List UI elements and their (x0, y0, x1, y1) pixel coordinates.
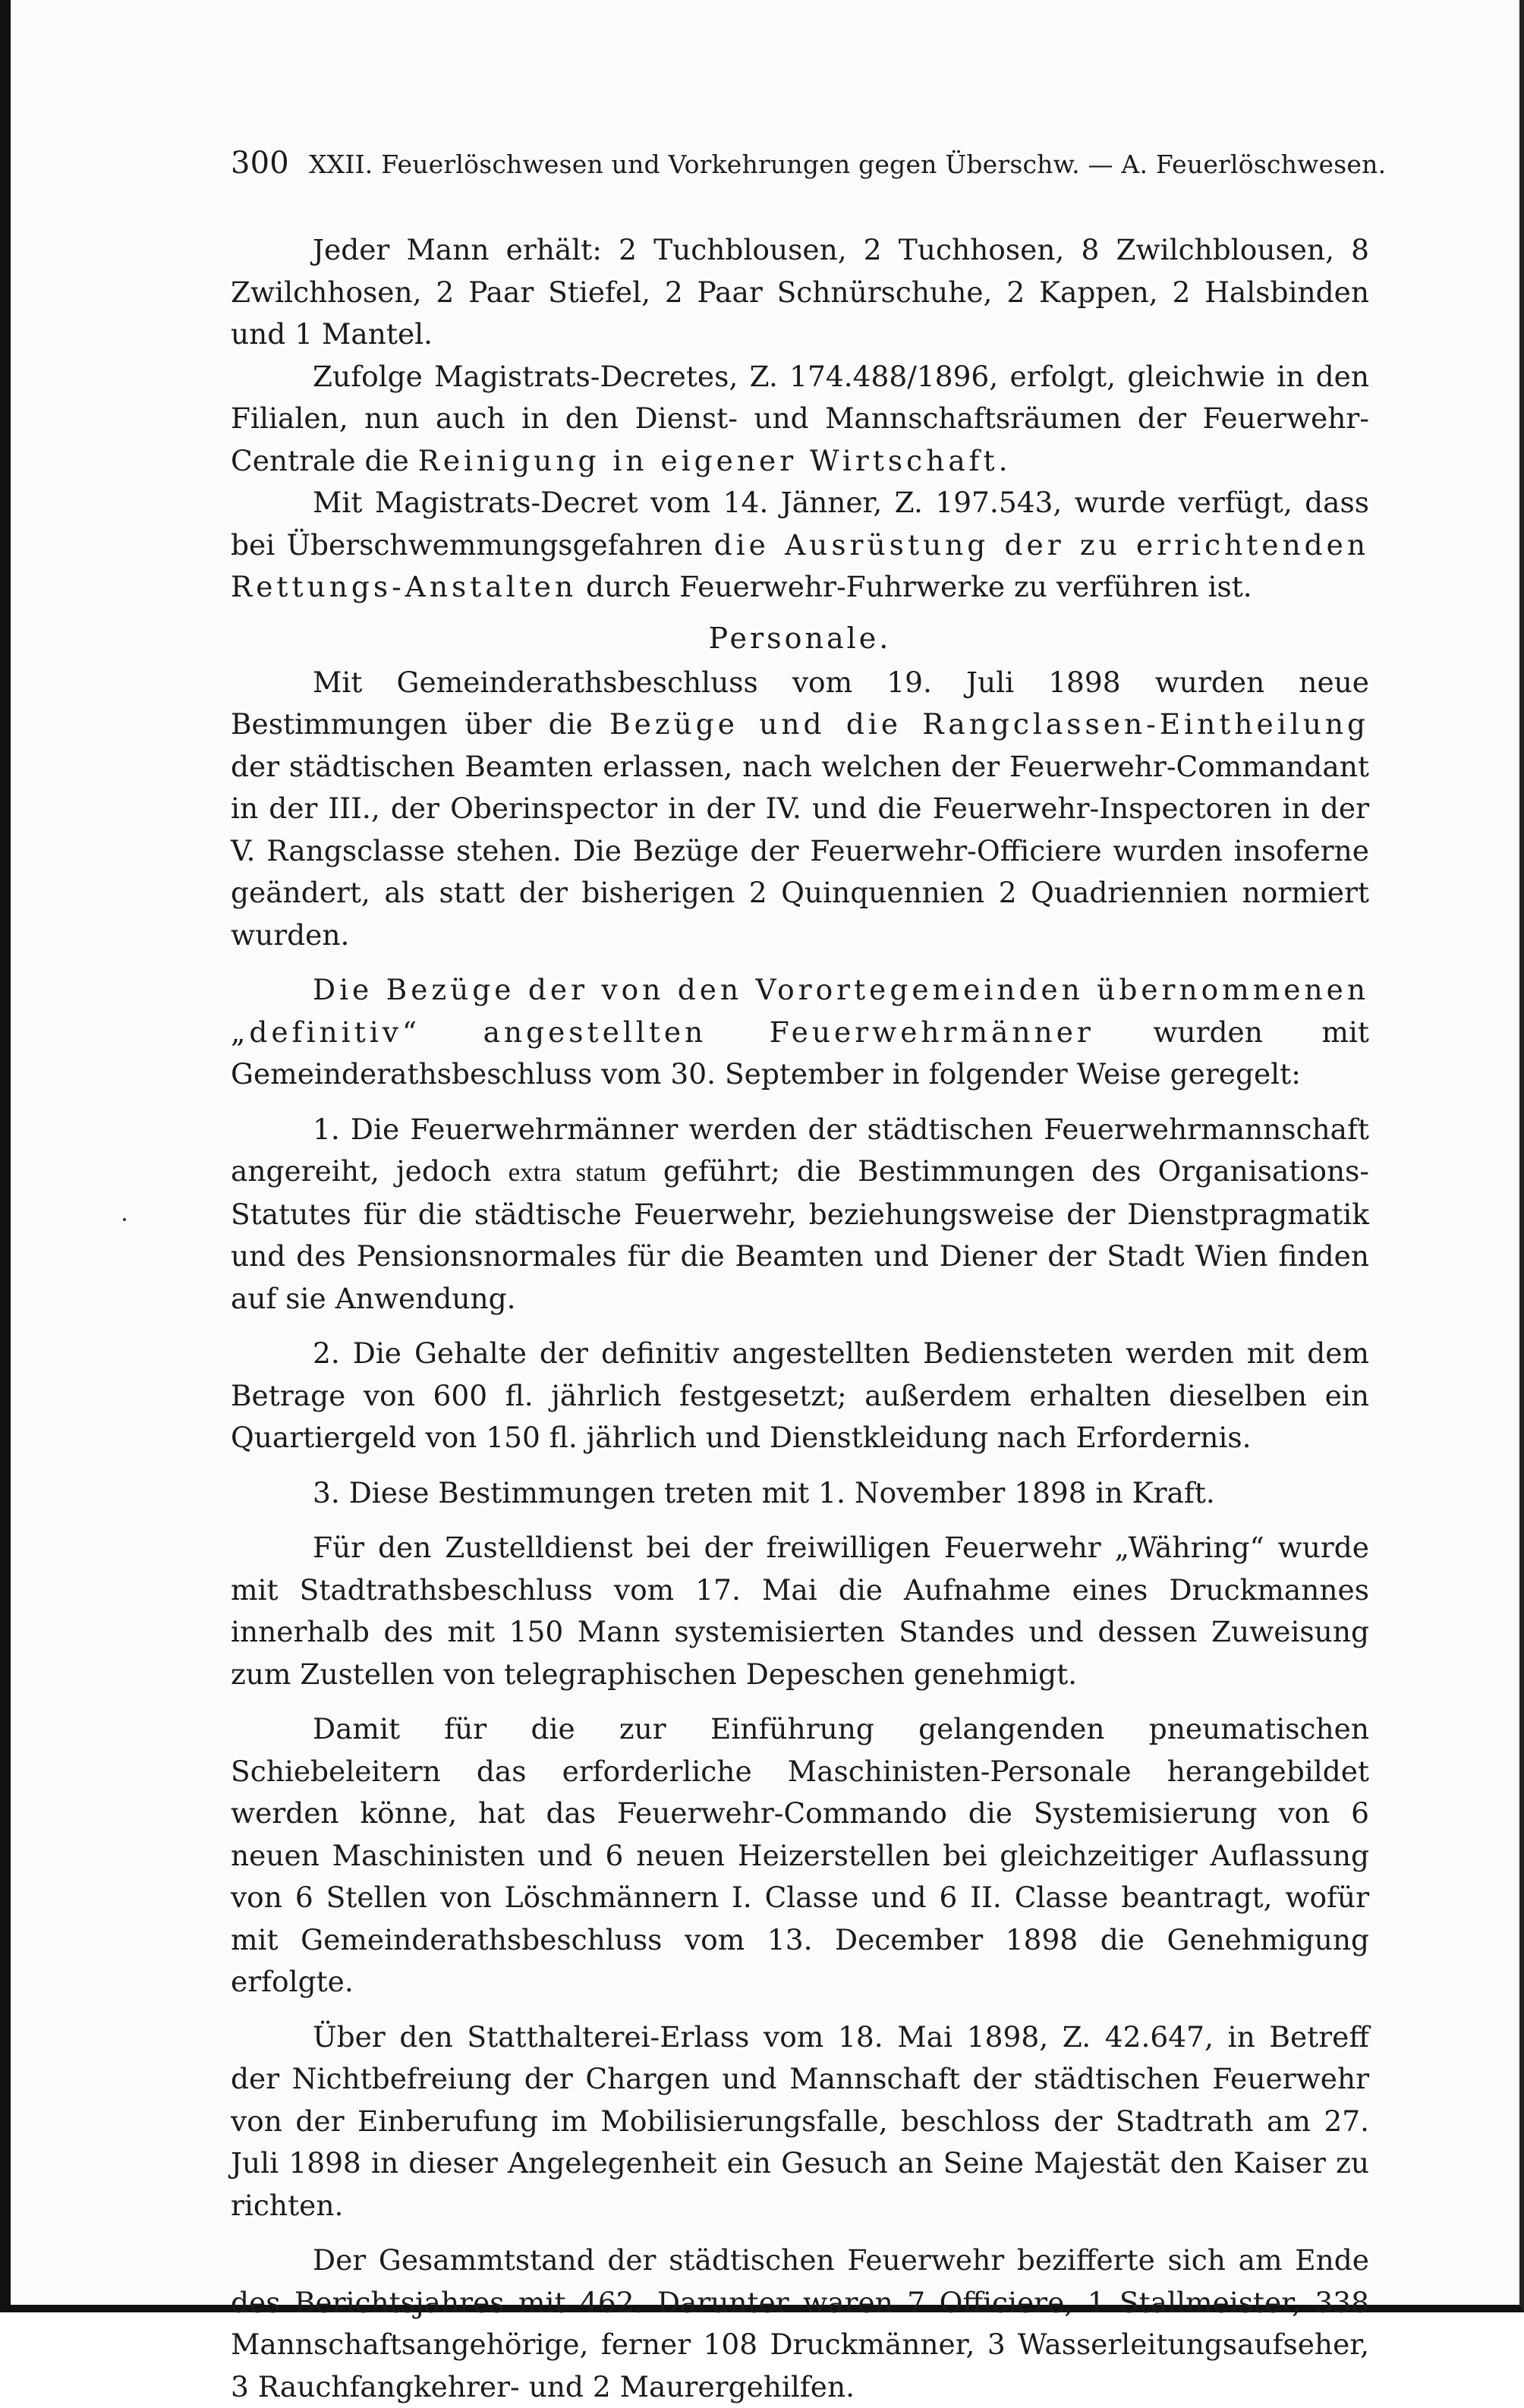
paragraph-salary-text-a: Mit Gemeinderathsbeschluss vom 19. Juli 1898 wurden neue Bestimmungen über die (231, 665, 1369, 741)
list-item-1-text-a: 1. Die Feuerwehrmänner werden der städtischen Feuerwehrmannschaft angereiht, jedoch (231, 1112, 1369, 1188)
stray-ink-mark (123, 1218, 126, 1221)
paragraph-uniforms: Jeder Mann erhält: 2 Tuchblousen, 2 Tuchhosen, 8 Zwilchblousen, 8 Zwilchhosen, 2 Paar Stiefel, 2 Paar Schnürschuhe, 2 Kappen, 2 Halsbinden und 1 Mantel. (231, 233, 1369, 351)
list-item-3: 3. Diese Bestimmungen treten mit 1. November 1898 in Kraft. (313, 1475, 1215, 1509)
list-item-2: 2. Die Gehalte der definitiv angestellten Bediensteten werden mit dem Betrage von 600 fl. jährlich festgesetzt; außerdem erhalten dieselben ein Quartiergeld von 150 fl. jährlich und Dienstkleidung nach Erfordernis. (231, 1336, 1369, 1454)
paragraph-suburb-text-b: wurden mit Gemeinderathsbeschluss vom 30. September in folgender Weise geregelt: (231, 1015, 1369, 1091)
page-number: 300 (231, 146, 289, 181)
list-item-1 (231, 1109, 1369, 1320)
list-item-1-latin: extra statum (508, 1157, 647, 1187)
paragraph-machinists: Damit für die zur Einführung gelangenden pneumatischen Schiebeleitern das erforderliche Maschinisten-Personale herangebildet werden könne, hat das Feuerwehr-Commando die Systemisierung von 6 neuen Maschinisten und 6 neuen Heizerstellen bei gleichzeitiger Auflassung von 6 Stellen von Löschmännern I. Classe und 6 II. Classe beantragt, wofür mit Gemeinderathsbeschluss vom 13. December 1898 die Genehmigung erfolgte. (231, 1712, 1369, 1998)
paragraph-flood-text-a: Mit Magistrats-Decret vom 14. Jänner, Z. 197.543, wurde verfügt, dass bei Überschwemmungsgefahren (231, 486, 1369, 562)
page-content (231, 146, 1387, 2408)
paragraph-suburb-emphasis: Die Bezüge der von den Vorortegemeinden übernommenen „definitiv“ angestellten Feuerwehrmänner (231, 973, 1369, 1049)
paragraph-flood-emphasis: die Ausrüstung der zu errichtenden Rettungs-Anstalten (231, 527, 1369, 603)
paragraph-cleaning-emphasis: Reinigung in eigener Wirtschaft (417, 443, 999, 477)
paragraph-cleaning-decree (231, 356, 1369, 483)
paragraph-flood-rescue (231, 482, 1369, 609)
section-heading-personale: Personale. (708, 621, 892, 655)
paragraph-cleaning-text-a: Zufolge Magistrats-Decretes, Z. 174.488/1896, erfolgt, gleichwie in den Filialen, nun auch in den Dienst- und Mannschaftsräumen der Feuerwehr-Centrale die (231, 359, 1369, 477)
page-body (231, 229, 1369, 2408)
list-item-1-text-b: geführt; die Bestimmungen des Organisations-Statutes für die städtische Feuerwehr, beziehungsweise der Dienstpragmatik und des Pensionsnormales für die Beamten und Diener der Stadt Wien finden auf sie Anwendung. (231, 1154, 1370, 1315)
paragraph-salary-text-b: der städtischen Beamten erlassen, nach welchen der Feuerwehr-Commandant in der III., der Oberinspector in der IV. und die Feuerwehr-Inspectoren in der V. Rangsclasse stehen. Die Bezüge der Feuerwehr-Officiere wurden insoferne geändert, als statt der bisherigen 2 Quinquennien 2 Quadriennien normiert wurden. (231, 749, 1369, 952)
paragraph-total-strength: Der Gesammtstand der städtischen Feuerwehr bezifferte sich am Ende des Berichtsjahres mit 462. Darunter waren 7 Officiere, 1 Stallmeister, 338 Mannschaftsangehörige, ferner 108 Druckmänner, 3 Wasserleitungsaufseher, 3 Rauchfangkehrer- und 2 Maurergehilfen. (231, 2243, 1369, 2403)
paragraph-delivery-service: Für den Zustelldienst bei der freiwilligen Feuerwehr „Währing“ wurde mit Stadtrathsbeschluss vom 17. Mai die Aufnahme eines Druckmannes innerhalb des mit 150 Mann systemisierten Standes und dessen Zuweisung zum Zustellen von telegraphischen Depeschen genehmigt. (231, 1531, 1369, 1691)
paragraph-suburb-firemen (231, 969, 1369, 1096)
paragraph-mobilization: Über den Statthalterei-Erlass vom 18. Mai 1898, Z. 42.647, in Betreff der Nichtbefreiung der Chargen und Mannschaft der städtischen Feuerwehr von der Einberufung im Mobilisierungsfalle, beschloss der Stadtrath am 27. Juli 1898 in dieser Angelegenheit ein Gesuch an Seine Majestät den Kaiser zu richten. (231, 2019, 1369, 2222)
paragraph-salary-rank (231, 662, 1369, 957)
paragraph-flood-text-b: durch Feuerwehr-Fuhrwerke zu verführen ist. (577, 570, 1252, 603)
running-head-title: XXII. Feuerlöschwesen und Vorkehrungen gegen Überschw. — A. Feuerlöschwesen. (308, 150, 1387, 179)
running-head (231, 146, 1387, 191)
paragraph-cleaning-text-b: . (998, 443, 1008, 477)
paragraph-salary-emphasis: Bezüge und die Rangclassen-Eintheilung (609, 707, 1369, 741)
